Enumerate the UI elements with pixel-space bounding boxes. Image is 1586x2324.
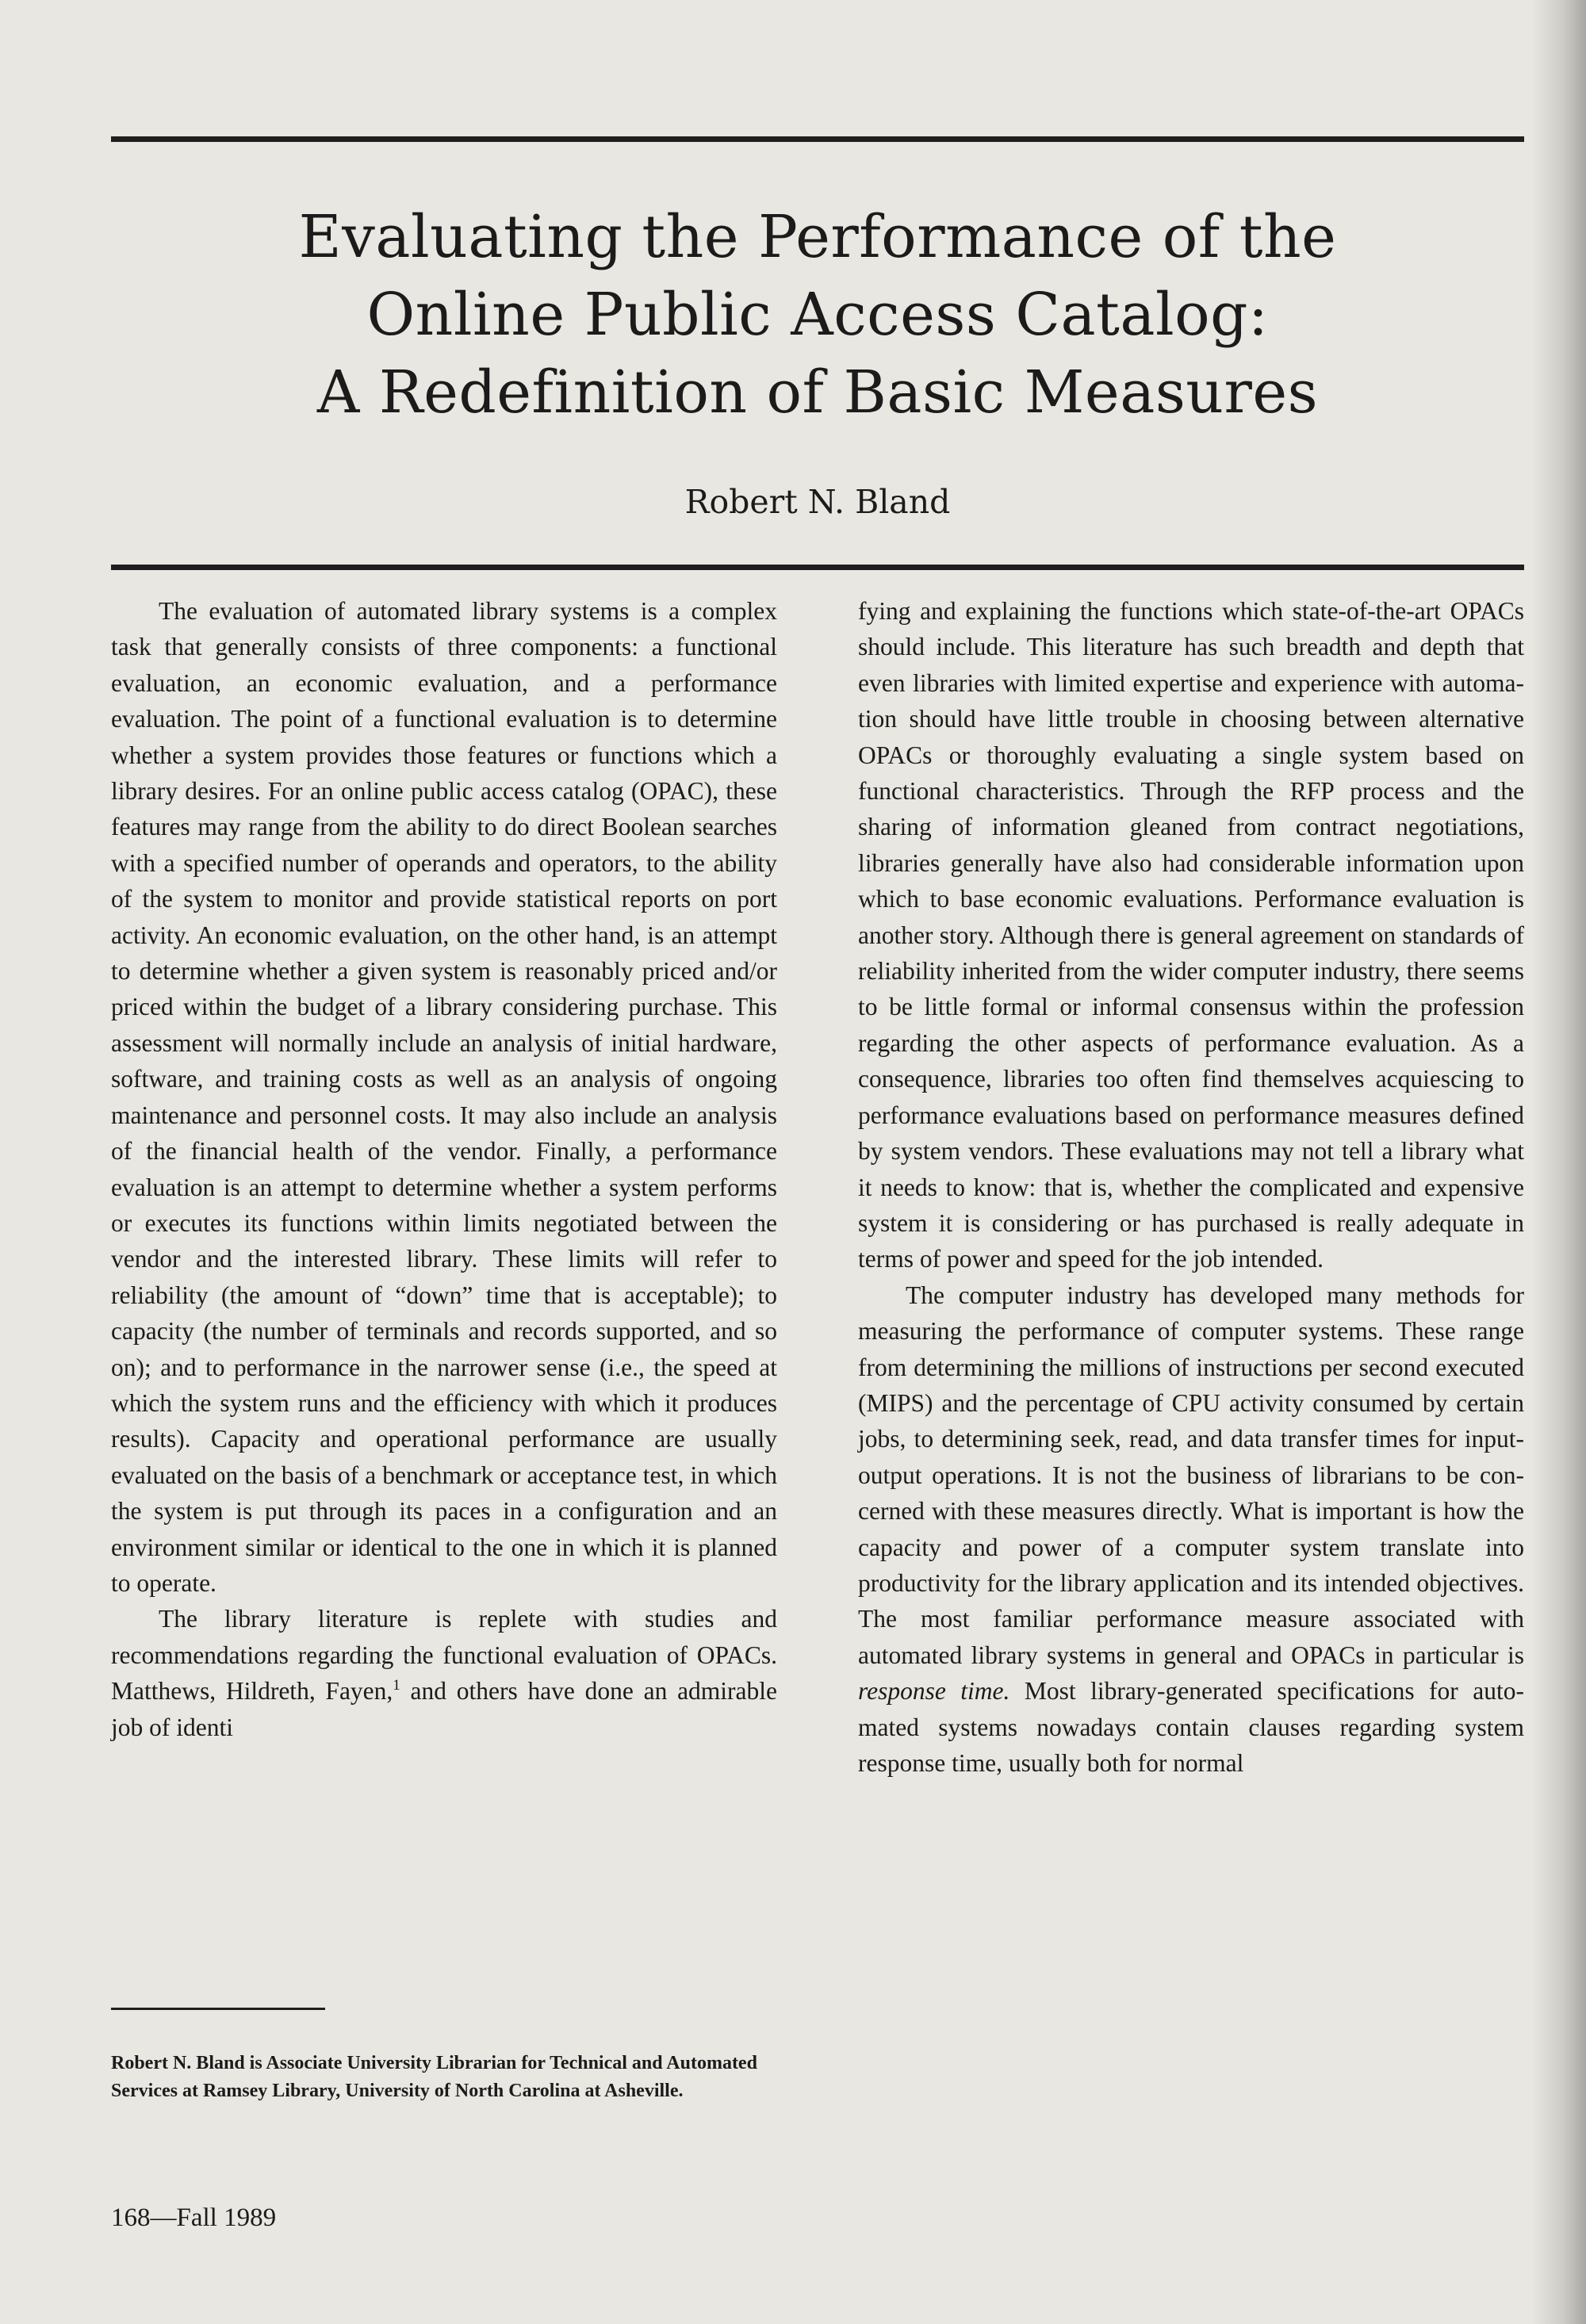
header-rule bbox=[111, 565, 1524, 570]
paragraph-text: Most library-generated specifications for automated systems nowadays contain clauses regarding system response time, usually both for normal bbox=[858, 1677, 1524, 1777]
article-title bbox=[111, 198, 1524, 431]
footnote-rule bbox=[111, 2008, 325, 2010]
page-edge-shadow bbox=[1530, 0, 1586, 2324]
left-column bbox=[111, 593, 777, 1745]
page-folio: 168—Fall 1989 bbox=[111, 2203, 277, 2232]
emphasis-text: response time. bbox=[858, 1677, 1010, 1706]
footnote-mark: 1 bbox=[393, 1677, 400, 1694]
body-paragraph: The evaluation of automated library systems is a complex task that generally consists of three components: a functional evaluation, an economic evaluation, and a performance evaluation. The point of a functional evaluation is to determine whether a system provides those features or functions which a library desires. For an online public access catalog (OPAC), these features may range from the ability to do direct Boolean searches with a specified number of operands and operators, to the ability of the system to monitor and provide statistical reports on port activity. An economic evaluation, on the other hand, is an attempt to determine whether a given system is reasonably priced and/or priced within the budget of a library considering purchase. This assessment will normally include an analysis of initial hardware, software, and training costs as well as an analysis of ongoing maintenance and personnel costs. It may also include an analysis of the financial health of the vendor. Finally, a performance evaluation is an attempt to determine whether a system performs or executes its functions within limits negotiated between the vendor and the interested library. These limits will refer to reliability (the amount of “down” time that is acceptable); to capacity (the number of terminals and records supported, and so on); and to performance in the narrower sense (i.e., the speed at which the system runs and the efficiency with which it produces results). Capacity and operational performance are usually evaluated on the basis of a benchmark or acceptance test, in which the system is put through its paces in a configuration and an environment similar or identical to the one in which it is planned to operate. bbox=[111, 597, 777, 1597]
top-rule bbox=[111, 136, 1524, 142]
paragraph-text: The computer industry has developed many methods for measuring the performance of computer systems. These range from determining the millions of instructions per second executed (MIPS) and the percentage of CPU activity consumed by certain jobs, to determining seek, read, and data transfer times for input-output operations. It is not the business of librarians to be concerned with these measures directly. What is important is how the capacity and power of a computer system translate into productivity for the library application and its intended objectives. The most familiar performance measure associated with automated library systems in general and OPACs in particular is bbox=[858, 1281, 1524, 1669]
title-line: Online Public Access Catalog: bbox=[366, 281, 1269, 349]
title-line: Evaluating the Performance of the bbox=[298, 203, 1337, 271]
body-paragraph: fying and explaining the functions which state-of-the-art OPACs should include. This literature has such breadth and depth that even libraries with limited expertise and experience with automation should have little trouble in choosing between alternative OPACs or thoroughly evaluating a single system based on functional characteristics. Through the RFP process and the sharing of information gleaned from contract negotiations, libraries generally have also had considerable information upon which to base economic evaluations. Performance evaluation is another story. Although there is general agreement on standards of reliability inherited from the wider computer industry, there seems to be little formal or informal consensus within the profession regarding the other aspects of performance evaluation. As a consequence, libraries too often find themselves acquiescing to performance evaluations based on performance measures defined by system vendors. These evaluations may not tell a library what it needs to know: that is, whether the complicated and expensive system it is considering or has purchased is really adequate in terms of power and speed for the job intended. bbox=[858, 597, 1524, 1273]
author-footnote: Robert N. Bland is Associate University Librarian for Technical and Automated Services at Ramsey Library, University of North Carolina at Asheville. bbox=[111, 2053, 757, 2101]
paragraph-text: The library literature is replete with studies and recommendations regarding the functional evaluation of OPACs. Matthews, Hildreth, Fayen, bbox=[111, 1605, 777, 1706]
body-paragraph bbox=[858, 1277, 1524, 1782]
title-line: A Redefinition of Basic Measures bbox=[316, 358, 1319, 427]
article-author: Robert N. Bland bbox=[684, 483, 951, 521]
paragraph-text: and others have done an admirable job of identi bbox=[111, 1677, 778, 1741]
right-column bbox=[858, 593, 1524, 1781]
body-paragraph bbox=[111, 1601, 777, 1745]
